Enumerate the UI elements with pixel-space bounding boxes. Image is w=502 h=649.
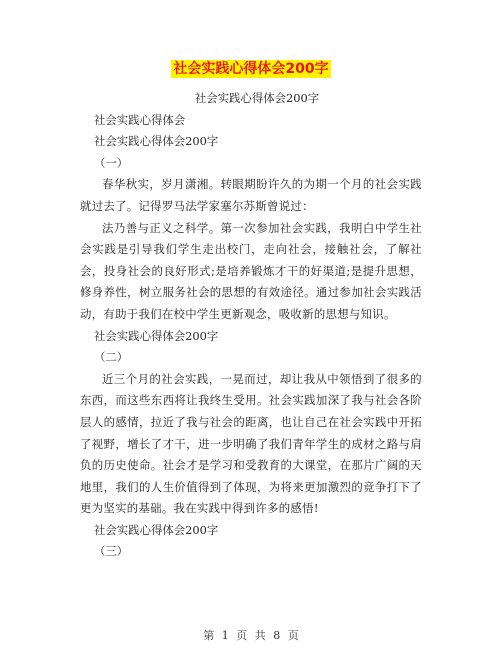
document-body <box>80 88 422 563</box>
section-marker: （一） <box>94 155 129 170</box>
paragraph: 春华秋实，岁月潇湘。转眼期盼许久的为期一个月的社会实践就过去了。记得罗马法学家塞尔苏斯曾说过： <box>80 177 422 213</box>
heading-line: 社会实践心得体会 <box>94 112 186 127</box>
heading-line: 社会实践心得体会200字 <box>94 522 219 537</box>
document-subtitle: 社会实践心得体会200字 <box>194 91 320 105</box>
page-footer: 第 1 页 共 8 页 <box>203 629 299 642</box>
paragraph: 近三个月的社会实践，一晃而过，却让我从中领悟到了很多的东西，而这些东西将让我终生受用。社会实践加深了我与社会各阶层人的感情，拉近了我与社会的距离，也让自己在社会实践中开拓了视野，增长了才干，进一步明确了我们青年学生的成材之路与肩负的历史使命。社会才是学习和受教育的大课堂，在那片广阔的天地里，我们的人生价值得到了体现，为将来更加激烈的竞争打下了更为坚实的基础。我在实践中得到许多的感悟! <box>80 371 422 516</box>
document-title <box>0 58 502 78</box>
heading-line: 社会实践心得体会200字 <box>94 134 219 149</box>
heading-line: 社会实践心得体会200字 <box>94 328 219 343</box>
document-title-text: 社会实践心得体会200字 <box>173 61 329 77</box>
paragraph: 法乃善与正义之科学。第一次参加社会实践，我明白中学生社会实践是引导我们学生走出校门，走向社会，接触社会，了解社会，投身社会的良好形式;是培养锻炼才干的好渠道;是提升思想，修身养性，树立服务社会的思想的有效途径。通过参加社会实践活动，有助于我们在校中学生更新观念，吸收新的思想与知识。 <box>80 220 422 321</box>
section-marker: （二） <box>94 350 129 365</box>
section-marker: （三） <box>94 544 129 559</box>
